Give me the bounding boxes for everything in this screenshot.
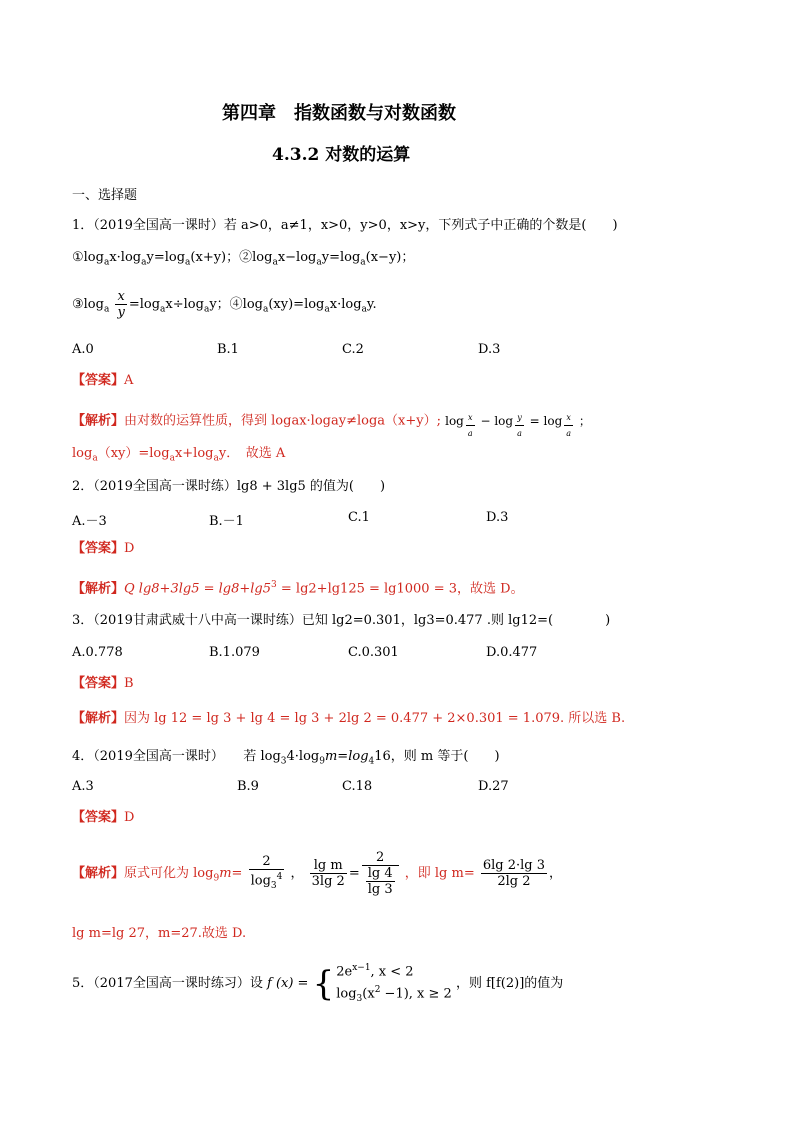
q3-option-c: C.0.301 — [348, 645, 399, 660]
q1-statements-3-4: $③\log_a$ $\frac{x}{y}$ $=\log_ax\div\log_ay$；$④\log_a(xy)=\log_ax\cdot\log_ay$. — [72, 289, 377, 320]
q1-option-a: A.0 — [72, 342, 94, 357]
q4-answer: 【答案】D — [72, 810, 135, 825]
q1-analysis-cont: $\log_a(xy)=\log_ax+\log_ay$． 故选 A — [72, 446, 286, 464]
q2-option-a: A.－3 — [72, 514, 107, 529]
q2-option-c: C.1 — [348, 510, 370, 525]
q4-analysis: 【解析】原式可化为 $\log_9m=$ $\frac{2}{\log_3^4}$ ， $\frac{\text{lg m}}{3\lg 2}$ = $\frac{2}{\frac{\lg 4}{\lg 3}}$ ，即 lg m= $\frac{6\lg 2\cdot\lg 3}{2\lg 2}$ ， — [72, 850, 563, 897]
q4-option-d: D.27 — [478, 779, 509, 794]
q4-option-c: C.18 — [342, 779, 373, 794]
part-heading: 一、选择题 — [72, 188, 138, 203]
q2-stem: 2．（2019全国高一课时练）lg8 + 3lg5 的值为( ) — [72, 479, 386, 494]
q2-analysis: 【解析】Q $\lg 8+3\lg 5 = \lg 8+\lg 5^3 = \lg 2+\lg 125 = \lg 1000 = 3$，故选 D。 — [72, 580, 524, 597]
q1-option-b: B.1 — [217, 342, 239, 357]
q4-analysis-cont: lg m=lg 27，m=27.故选 D. — [72, 926, 247, 941]
q5-piecewise: { $2e^{x-1}$, x < 2 $\log_3(x^2 -1)$, x ≥ 2 — [312, 963, 452, 1005]
q4-stem: 4．（2019全国高一课时） 若 $\log_34\cdot\log_9m=\log_416$，则 m 等于( ) — [72, 749, 500, 767]
q1-analysis-formula: log $_{\frac{x}{a}}$ − log $_{\frac{y}{a}}$ = log $_{\frac{x}{a}}$ ； — [445, 414, 591, 428]
q4-frac-2: $\frac{\text{lg m}}{3\lg 2}$ — [311, 858, 345, 889]
q2-answer: 【答案】D — [72, 541, 135, 556]
section-title: 4.3.2 对数的运算 — [272, 145, 411, 165]
q1-analysis: 【解析】由对数的运算性质，得到 logax·logay≠loga（x+y）; log $_{\frac{x}{a}}$ − log $_{\frac{y}{a}}$ = log $_{\frac{x}{a}}$ ； — [72, 410, 591, 441]
q5-stem: 5．（2017全国高一课时练习）设 f (x) = { $2e^{x-1}$, x < 2 $\log_3(x^2 -1)$, x ≥ 2 ，则 f[f(2)]的值为 — [72, 959, 563, 1001]
q3-option-d: D.0.477 — [486, 645, 538, 660]
analysis-label: 【解析】 — [72, 413, 125, 429]
chapter-title: 第四章 指数函数与对数函数 — [222, 103, 456, 124]
q1-statements-1-2: $①\log_ax\cdot\log_ay=\log_a(x+y)$；$②\log_ax-\log_ay=\log_a(x-y)$； — [72, 250, 415, 268]
q2-option-b: B.－1 — [209, 514, 244, 529]
q4-frac-3: $\frac{2}{\frac{\lg 4}{\lg 3}}$ — [362, 850, 399, 897]
q3-option-b: B.1.079 — [209, 645, 260, 660]
q4-option-a: A.3 — [72, 779, 94, 794]
q1-option-c: C.2 — [342, 342, 364, 357]
q3-answer: 【答案】B — [72, 676, 134, 691]
q2-option-d: D.3 — [486, 510, 509, 525]
q3-option-a: A.0.778 — [72, 645, 123, 660]
q1-stem: 1．（2019全国高一课时）若 a>0，a≠1，x>0，y>0，x>y，下列式子中正确的个数是( ) — [72, 218, 618, 233]
q3-stem: 3．（2019甘肃武威十八中高一课时练）已知 lg2=0.301，lg3=0.477 .则 lg12=( ) — [72, 613, 611, 628]
q1-answer: 【答案】A — [72, 373, 134, 388]
q1-option-d: D.3 — [478, 342, 501, 357]
q4-frac-4: $\frac{6\lg 2\cdot\lg 3}{2\lg 2}$ — [482, 858, 546, 889]
answer-label: 【答案】 — [72, 373, 125, 388]
q1-fraction-x-over-y: $\frac{x}{y}$ — [117, 289, 125, 320]
q4-option-b: B.9 — [237, 779, 259, 794]
q4-frac-1: $\frac{2}{\log_3^4}$ — [250, 853, 283, 891]
q3-analysis: 【解析】因为 lg 12 = lg 3 + lg 4 = lg 3 + 2lg 2 = 0.477 + 2×0.301 = 1.079. 所以选 B. — [72, 711, 626, 726]
